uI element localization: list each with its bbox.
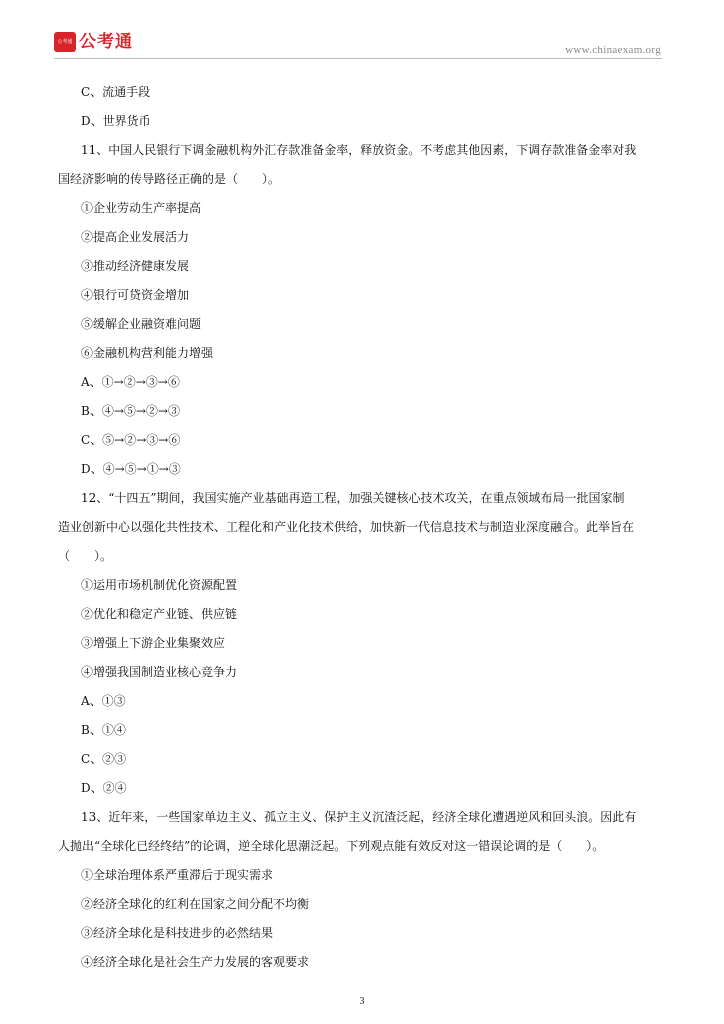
header-divider bbox=[54, 58, 662, 59]
question-13-stem-line-2: 人抛出“全球化已经终结”的论调，逆全球化思潮泛起。下列观点能有效反对这一错误论调的是（ ）。 bbox=[58, 839, 605, 853]
q13-statement-1: ①全球治理体系严重滞后于现实需求 bbox=[81, 868, 274, 882]
q11-statement-3: ③推动经济健康发展 bbox=[81, 259, 190, 273]
q11-option-d: D、④→⑤→①→③ bbox=[81, 462, 181, 476]
q11-option-c: C、⑤→②→③→⑥ bbox=[81, 433, 181, 447]
q11-statement-2: ②提高企业发展活力 bbox=[81, 230, 190, 244]
logo-text: 公考通 bbox=[79, 32, 133, 52]
q12-statement-3: ③增强上下游企业集聚效应 bbox=[81, 636, 226, 650]
logo-badge-icon: 公考通 bbox=[54, 32, 76, 52]
question-12-stem-line-1: 12、“十四五”期间，我国实施产业基础再造工程，加强关键核心技术攻关，在重点领域布局一批国家制 bbox=[81, 491, 625, 505]
q12-statement-2: ②优化和稳定产业链、供应链 bbox=[81, 607, 238, 621]
brand-logo[interactable] bbox=[54, 32, 133, 52]
q12-option-b: B、①④ bbox=[81, 723, 126, 737]
option-d: D、世界货币 bbox=[81, 114, 151, 128]
q13-statement-4: ④经济全球化是社会生产力发展的客观要求 bbox=[81, 955, 310, 969]
q11-statement-4: ④银行可贷资金增加 bbox=[81, 288, 190, 302]
q11-statement-1: ①企业劳动生产率提高 bbox=[81, 201, 202, 215]
q11-option-b: B、④→⑤→②→③ bbox=[81, 404, 180, 418]
q11-statement-6: ⑥金融机构营利能力增强 bbox=[81, 346, 214, 360]
document-body bbox=[58, 78, 670, 977]
site-url: www.chinaexam.org bbox=[565, 44, 661, 56]
question-11-stem-line-1: 11、中国人民银行下调金融机构外汇存款准备金率，释放资金。不考虑其他因素，下调存款准备金率对我 bbox=[81, 143, 637, 157]
q11-statement-5: ⑤缓解企业融资难问题 bbox=[81, 317, 202, 331]
q13-statement-2: ②经济全球化的红利在国家之间分配不均衡 bbox=[81, 897, 310, 911]
question-12-stem-line-2: 造业创新中心以强化共性技术、工程化和产业化技术供给，加快新一代信息技术与制造业深度融合。此举旨在 bbox=[58, 520, 635, 534]
question-13-stem-line-1: 13、近年来，一些国家单边主义、孤立主义、保护主义沉渣泛起，经济全球化遭遇逆风和回头浪。因此有 bbox=[81, 810, 637, 824]
page-header bbox=[0, 0, 724, 62]
q11-option-a: A、①→②→③→⑥ bbox=[81, 375, 180, 389]
q12-statement-1: ①运用市场机制优化资源配置 bbox=[81, 578, 238, 592]
q12-statement-4: ④增强我国制造业核心竞争力 bbox=[81, 665, 238, 679]
page-number: 3 bbox=[359, 996, 365, 1007]
q12-option-a: A、①③ bbox=[81, 694, 126, 708]
q13-statement-3: ③经济全球化是科技进步的必然结果 bbox=[81, 926, 274, 940]
q12-option-d: D、②④ bbox=[81, 781, 127, 795]
question-12-stem-line-3: （ ）。 bbox=[58, 549, 113, 563]
question-11-stem-line-2: 国经济影响的传导路径正确的是（ ）。 bbox=[58, 172, 281, 186]
option-c: C、流通手段 bbox=[81, 85, 151, 99]
q12-option-c: C、②③ bbox=[81, 752, 127, 766]
